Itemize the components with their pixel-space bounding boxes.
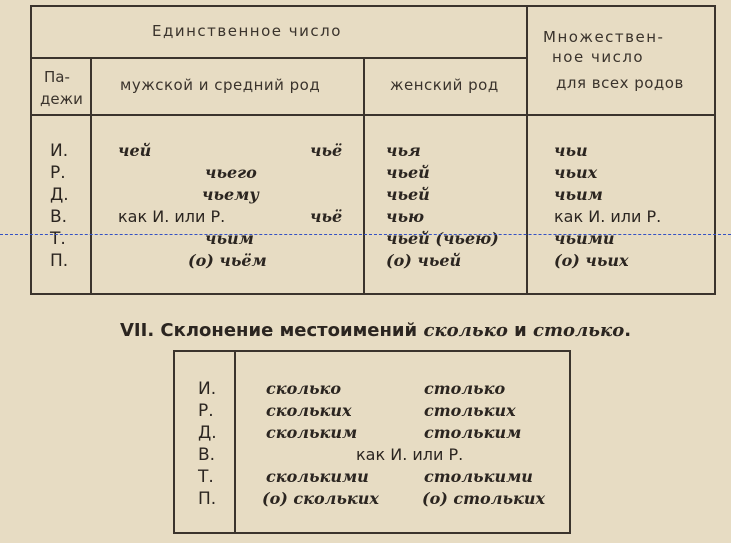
case-label: И.	[198, 379, 217, 399]
masc-fem-divider	[363, 57, 365, 295]
form-fem: чью	[386, 207, 425, 226]
form-skolko: скольким	[266, 423, 358, 442]
header-plural-line1: Множествен-	[543, 28, 665, 46]
form-both: как И. или Р.	[356, 445, 464, 464]
header-cases-line1: Па-	[44, 68, 70, 86]
form-stolko: столькими	[424, 467, 533, 486]
case-label: Т.	[50, 229, 66, 249]
form-plural: (о) чьих	[554, 251, 629, 270]
form-fem: чьей	[386, 163, 430, 182]
header-bottom-divider	[30, 114, 716, 116]
form-stolko: стольких	[424, 401, 516, 420]
form-stolko: стольким	[424, 423, 522, 442]
case-label: Д.	[50, 185, 69, 205]
header-singular: Единственное число	[152, 22, 342, 40]
case-column-divider	[234, 350, 236, 534]
case-label: Р.	[198, 401, 214, 421]
case-column-divider	[90, 57, 92, 295]
form-plural: чьим	[554, 185, 603, 204]
form-plural: как И. или Р.	[554, 207, 662, 226]
form-masc-neut: чьему	[202, 185, 259, 204]
form-masc-neut: чьего	[205, 163, 257, 182]
caption-suffix: .	[624, 320, 632, 341]
form-neut: чьё	[310, 207, 343, 226]
form-plural: чьих	[554, 163, 598, 182]
header-divider-singular	[30, 57, 527, 59]
case-label: В.	[198, 445, 216, 465]
header-fem: женский род	[390, 76, 499, 94]
case-label: Р.	[50, 163, 66, 183]
form-fem: (о) чьей	[386, 251, 462, 270]
form-masc: чей	[118, 141, 152, 160]
case-label: Д.	[198, 423, 217, 443]
header-cases-line2: дежи	[40, 90, 83, 108]
form-skolko: (о) скольких	[262, 489, 379, 508]
form-masc: как И. или Р.	[118, 207, 226, 226]
singular-plural-divider	[526, 5, 528, 295]
form-fem: чья	[386, 141, 421, 160]
case-label: П.	[198, 489, 217, 509]
case-label: В.	[50, 207, 68, 227]
form-masc-neut: (о) чьём	[188, 251, 267, 270]
form-skolko: сколькими	[266, 467, 369, 486]
case-label: И.	[50, 141, 69, 161]
form-masc-neut: чьим	[205, 229, 254, 248]
caption-word2: столько	[532, 320, 625, 341]
caption-middle: и	[507, 320, 533, 341]
form-skolko: сколько	[266, 379, 342, 398]
header-masc-neut: мужской и средний род	[120, 76, 321, 94]
form-plural: чьими	[554, 229, 615, 248]
form-neut: чьё	[310, 141, 343, 160]
header-plural-line2: ное число	[552, 48, 645, 66]
case-label: П.	[50, 251, 69, 271]
case-label: Т.	[198, 467, 214, 487]
form-stolko: (о) стольких	[422, 489, 545, 508]
scan-guide-line	[0, 234, 731, 235]
header-plural-line3: для всех родов	[556, 74, 684, 92]
form-fem: чьей	[386, 185, 430, 204]
form-stolko: столько	[424, 379, 506, 398]
caption-word1: сколько	[423, 320, 508, 341]
section-caption	[120, 320, 631, 341]
form-plural: чьи	[554, 141, 588, 160]
form-skolko: скольких	[266, 401, 352, 420]
caption-prefix: VII. Склонение местоимений	[120, 320, 424, 341]
form-fem: чьей (чьею)	[386, 229, 499, 248]
